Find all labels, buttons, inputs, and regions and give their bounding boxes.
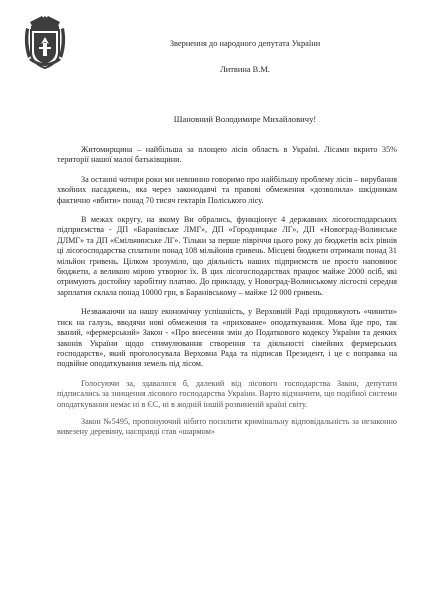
letter-body [57, 145, 397, 445]
paragraph: За останні чотири роки ми невпинно говоримо про найбільшу проблему лісів – вирубання хвойних насаджень, яка через законодавчі та правові обмеження «дозволила» шкідникам фактично «вбити» понад 70 тисяч гектарів Поліського лісу. [57, 174, 397, 205]
letter-title: Звернення до народного депутата України [169, 39, 321, 48]
coat-of-arms-icon [22, 14, 68, 70]
salutation: Шановний Володимире Михайловичу! [173, 114, 317, 124]
addressee: Литвина В.М. [220, 65, 270, 74]
paragraph: Незважаючи на нашу економічну успішність, у Верховній Раді продовжують «чинити» тиск на галузь, вводячи нові обмеження та «приховане» оподаткування. Мова йде про, так званий, «фермерський» Закон - «Про внесення змін до Податкового кодексу України та деяких законів України щодо стимулювання створення та діяльності сімейних фермерських господарств», який проголосувала Верховна Рада та підписав Президент, і це є поправка на подвійне оподаткування земель під лісом. [57, 307, 397, 369]
paragraph: В межах округу, на якому Ви обрались, функціонує 4 державних лісогосподарських підприємства - ДП «Баранівське ЛМГ», ДП «Городницьке ЛГ», ДП «Новоград-Волинське ДЛМГ» та ДП «Ємільчинське ЛГ». Тільки за перше півріччя цього року до бюджетів всіх рівнів ці лісогосподарства сплатили понад 108 мільйонів гривень. Місцеві бюджети отримали понад 31 мільйон гривень. Цілком зрозуміло, що діяльність наших підприємств не просто наповнює бюджети, а великою мірою утворює їх. В цих лісогосподарствах працює майже 2000 осіб, які отримують достойну заробітну платню. До прикладу, у Новоград-Волинському лісгоспі середня зарплатня склала понад 10000 грн, в Баранівському – майже 12 000 гривень. [57, 215, 397, 297]
paragraph: Житомирщина – найбільша за площею лісів область в Україні. Лісами вкрито 35% території нашої малої батьківщини. [57, 145, 397, 165]
paragraph: Закон №5495, пропонуючий нібито посилити кримінальну відповідальність за незаконно вивезену деревину, насправді став «шармом» [57, 416, 397, 437]
paragraph: Голосуючи за, здавалося б, далекий від лісового господарства Закон, депутати підписались за знищення лісового господарства України. Варто відзначити, що подібної системи оподаткування немає ні в ЄС, ні в жодній іншій розвиненій країні світу. [57, 378, 397, 409]
